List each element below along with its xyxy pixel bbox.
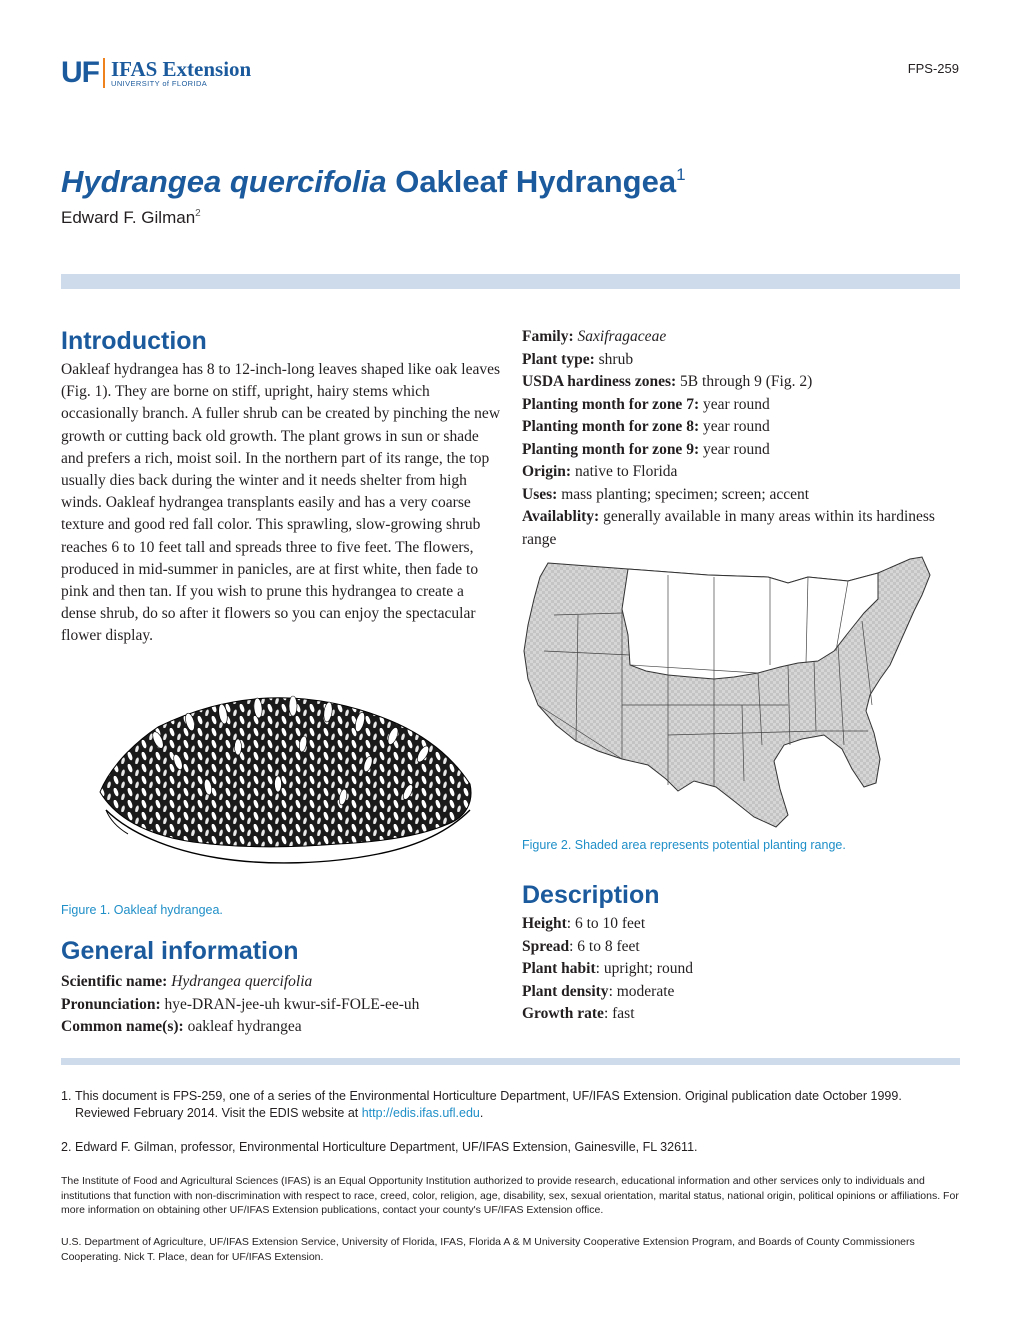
hydrangea-illustration [98,692,476,872]
fact-row-planting-zone-9: Planting month for zone 9: year round [522,440,770,458]
ifas-logo[interactable] [61,58,251,88]
footnote-1-number: 1. [61,1089,72,1103]
fact-row-planting-zone-7: Planting month for zone 7: year round [522,395,770,413]
footnote-2 [61,1139,960,1156]
description-row-spread: Spread: 6 to 8 feet [522,937,640,955]
section-divider-top [61,274,960,289]
logo-university: UNIVERSITY of FLORIDA [111,78,208,88]
author-footnote-ref[interactable]: 2 [195,208,201,219]
description-row-growth-rate: Growth rate: fast [522,1005,635,1022]
description-list [522,913,693,1026]
fact-row-availability: Availablity: generally available in many areas within its hardiness range [522,508,935,548]
description-heading: Description [522,881,660,909]
fact-row-family: Family: Saxifragaceae [522,328,667,345]
general-info-row-common-name: Common name(s): oakleaf hydrangea [61,1018,302,1035]
description-row-plant-density: Plant density: moderate [522,982,675,1000]
title-footnote-ref[interactable]: 1 [676,165,686,184]
footnote-1-text: This document is FPS-259, one of a series of the Environmental Horticulture Department, UF/IFAS Extension. Original publication date October 1999. Reviewed February 2014. Visit the EDIS website at http://edis.ifas.ufl.edu. [75,1089,902,1120]
footnote-2-text: Edward F. Gilman, professor, Environmental Horticulture Department, UF/IFAS Extension, Gainesville, FL 32611. [75,1140,698,1154]
equal-opportunity-statement: The Institute of Food and Agricultural Sciences (IFAS) is an Equal Opportunity Institution authorized to provide research, educational information and other services only to individuals and institutions that function with non-discrimination with respect to race, creed, color, religion, age, disability, sex, sexual orientation, marital status, national origin, political opinions or affiliations. For more information on obtaining other UF/IFAS Extension publications, contact your county's UF/IFAS Extension office. [61,1175,959,1216]
fact-row-hardiness-zones: USDA hardiness zones: 5B through 9 (Fig. 2) [522,373,813,390]
title-scientific-name: Hydrangea quercifolia [61,164,387,199]
logo-ifas-extension: IFAS Extension [111,56,252,81]
uf-monogram: UF [61,56,99,89]
fact-row-origin: Origin: native to Florida [522,463,678,480]
edis-website-link[interactable]: http://edis.ifas.ufl.edu [361,1105,480,1120]
footnote-1 [61,1088,960,1121]
author [61,208,201,228]
figure2-caption: Figure 2. Shaded area represents potential planting range. [522,838,846,852]
description-row-plant-habit: Plant habit: upright; round [522,960,693,977]
description-row-height: Height: 6 to 10 feet [522,915,646,932]
introduction-text: Oakleaf hydrangea has 8 to 12-inch-long leaves shaped like oak leaves (Fig. 1). They are borne on stiff, upright, hairy stems which occasionally branch. A fuller shrub can be created by pinching the new growth or cutting back old growth. The plant grows in sun or shade and prefers a rich, moist soil. In the northern part of its range, the top usually dies back during the winter and it needs shelter from high winds. Oakleaf hydrangea transplants easily and has a very coarse texture and good red fall color. This sprawling, slow-growing shrub reaches 6 to 10 feet tall and spreads three to five feet. The flowers, produced in mid-summer in panicles, are at first white, then fade to pink and then tan. If you wish to prune this hydrangea to create a dense shrub, do so after it flowers so you can enjoy the spectacular flower display. [61,361,501,645]
fact-row-uses: Uses: mass planting; specimen; screen; accent [522,485,810,503]
logo-divider [103,58,105,88]
us-hardiness-map [518,555,960,833]
title-common-name: Oakleaf Hydrangea [386,164,677,199]
document-id: FPS-259 [907,61,959,76]
usda-cooperation-statement: U.S. Department of Agriculture, UF/IFAS Extension Service, University of Florida, IFAS, Florida A & M University Cooperative Extension Program, and Boards of County Commissioners Cooperating. Nick T. Place, dean for UF/IFAS Extension. [61,1236,915,1263]
general-information-heading: General information [61,937,299,965]
figure1-caption: Figure 1. Oakleaf hydrangea. [61,903,223,917]
general-info-row-pronunciation: Pronunciation: hye-DRAN-jee-uh kwur-sif-FOLE-ee-uh [61,995,420,1013]
logo-text [111,56,252,88]
plant-facts-list [522,326,962,551]
footnote-2-number: 2. [61,1140,72,1154]
section-divider-bottom [61,1058,960,1065]
general-info-row-scientific-name: Scientific name: Hydrangea quercifolia [61,973,313,990]
introduction-heading: Introduction [61,327,207,355]
footnotes [61,1088,960,1156]
fact-row-planting-zone-8: Planting month for zone 8: year round [522,418,770,435]
fact-row-plant-type: Plant type: shrub [522,350,634,368]
page-title [61,155,686,202]
author-name: Edward F. Gilman [61,208,196,227]
general-information-list [61,971,501,1039]
